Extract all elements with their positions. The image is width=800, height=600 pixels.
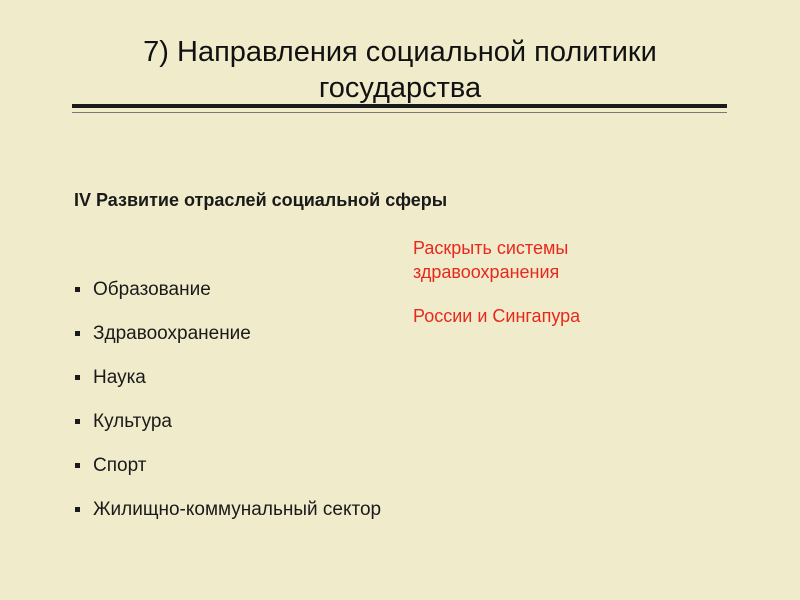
assignment-note-line1: Раскрыть системы bbox=[413, 238, 569, 258]
list-item-label: Жилищно-коммунальный сектор bbox=[93, 499, 382, 520]
list-item bbox=[74, 276, 381, 320]
list-item-label: Образование bbox=[93, 279, 211, 300]
bullet-icon bbox=[75, 287, 80, 292]
slide-title bbox=[0, 34, 800, 106]
list-item bbox=[74, 452, 381, 496]
section-heading: IV Развитие отраслей социальной сферы bbox=[74, 190, 448, 210]
list-item-label: Спорт bbox=[93, 455, 147, 476]
list-item bbox=[74, 496, 381, 540]
bullet-icon bbox=[75, 375, 80, 380]
bullet-icon bbox=[75, 419, 80, 424]
bullet-icon bbox=[75, 331, 80, 336]
bullet-icon bbox=[75, 507, 80, 512]
assignment-note bbox=[413, 236, 743, 284]
slide-title-line2: государства bbox=[318, 72, 482, 104]
title-divider-thick bbox=[72, 104, 727, 108]
bullet-icon bbox=[75, 463, 80, 468]
sector-list bbox=[74, 276, 381, 540]
list-item bbox=[74, 364, 381, 408]
assignment-note-line2: здравоохранения bbox=[413, 262, 560, 282]
slide-title-line1: 7) Направления социальной политики bbox=[143, 36, 657, 68]
list-item-label: Культура bbox=[93, 411, 172, 432]
list-item-label: Здравоохранение bbox=[93, 323, 251, 344]
list-item bbox=[74, 408, 381, 452]
list-item-label: Наука bbox=[93, 367, 146, 388]
list-item bbox=[74, 320, 381, 364]
assignment-note-line3: России и Сингапура bbox=[413, 306, 581, 326]
title-divider-thin bbox=[72, 112, 727, 113]
